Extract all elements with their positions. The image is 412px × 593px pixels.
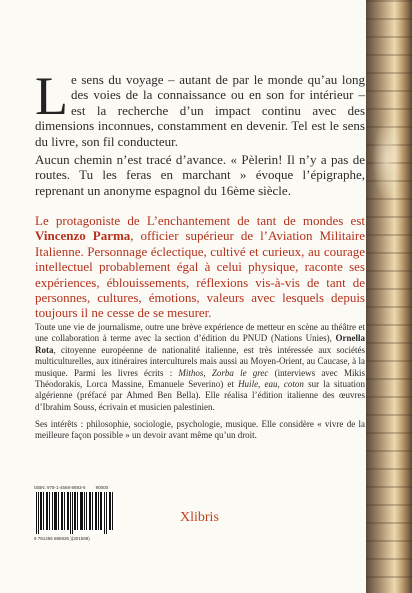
isbn-text: ISBN: 978-1-4568-8693-6 — [34, 485, 86, 490]
bio-line3: (interviews avec Mikis Théodorakis, Lorca Massine, Emanuele Severino) et — [35, 367, 366, 390]
price-code: 90000 — [95, 485, 109, 490]
protagonist-paragraph — [35, 213, 365, 321]
protagonist-after: , officier supérieur de l’Aviation Militaire Italienne. Personnage éclectique, cultivé et curieux, au courage intellectuel probablement égal à celui physique, raconte ses expériences, éblouissements, réflexions vis-à-vis de tant de personnes, cultures, émotions, valeurs avec lesquels depuis toujours il ne cesse de se mesurer. — [35, 228, 365, 321]
protagonist-name: Vincenzo Parma — [35, 228, 131, 244]
author-interests: Ses intérêts : philosophie, sociologie, psychologie, musique. Elle considère « vivre de la meilleure façon possible » un devoir avant même qu’un droit. — [35, 419, 365, 441]
book-spine-image — [366, 0, 412, 593]
book-title-2: Huile, eau, coton — [238, 379, 304, 390]
intro-paragraph — [35, 66, 365, 149]
author-name: Ornella Rota — [35, 333, 365, 355]
barcode-image — [34, 492, 116, 534]
author-bio — [35, 322, 365, 413]
dropcap-letter: L — [35, 66, 68, 126]
bio-line4: sur la situation algérienne (préfacé par Ahmed Ben Bella). Elle réalisa l’édition italienne des œuvres d’Ibrahim Souss, écrivain et musicien palestinien. — [35, 379, 365, 412]
intro-text: e sens du voyage – autant de par le monde qu’au long des voies de la connaissance ou en son for intérieur – est la recherche d’un impact continu avec des dimensions inconnues, constamment en devenir. Tel est le sens du livre, son fil conducteur. — [35, 72, 365, 149]
bio-line2: , citoyenne européenne de nationalité italienne, est très intéressée aux sociétés multiculturelles, aux itinéraires interculturels mais aussi au Moyen-Orient, au Caucase, à la musique. Parmi les livres écrits : — [35, 344, 365, 378]
book-title-1: Mithos, Zorba le grec — [178, 367, 269, 378]
bio-line1: Toute une vie de journalisme, outre une brève expérience de metteur en scène au théâtre et une collaboration à terme avec la section d’édition du PNUD (Nations Unies), — [35, 322, 365, 344]
protagonist-before: Le protagoniste de L’enchantement de tant de mondes est — [35, 213, 365, 228]
epigraph-paragraph: Aucun chemin n’est tracé d’avance. « Pèlerin! Il n’y a pas de routes. Tu les feras en marchant » évoque l’épigraphe, reprenant un anonyme espagnol du 16ème siècle. — [35, 152, 365, 198]
isbn-label — [34, 485, 108, 490]
barcode-number: 9 781456 886936 )(301598) — [34, 536, 90, 541]
publisher-logo: Xlibris — [180, 510, 219, 525]
